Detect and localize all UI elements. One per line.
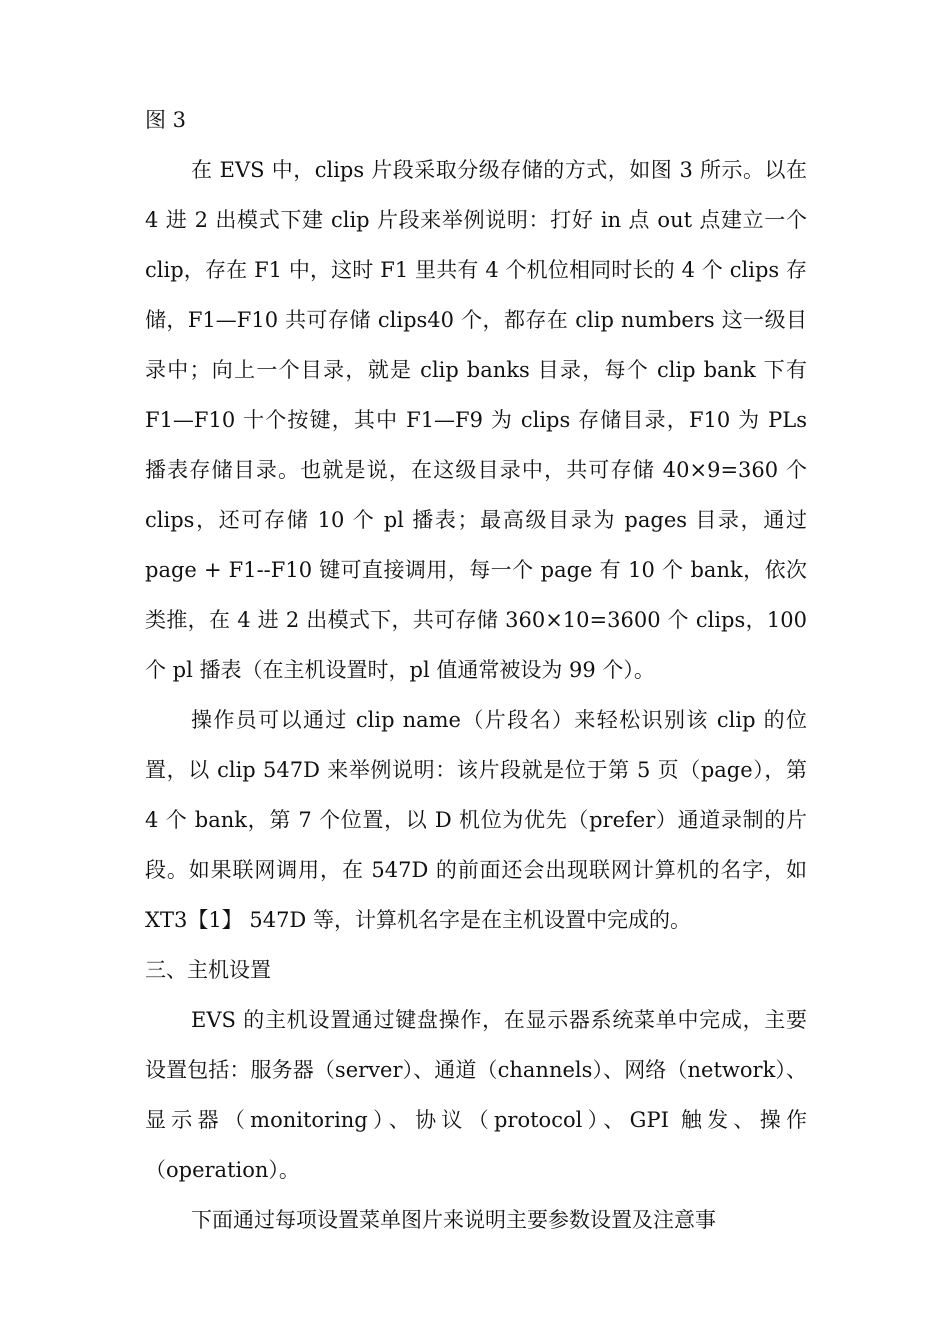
paragraph-clip-storage: 在 EVS 中，clips 片段采取分级存储的方式，如图 3 所示。以在 4 进 2 出模式下建 clip 片段来举例说明：打好 in 点 out 点建立一个 clip，存在 F1 中，这时 F1 里共有 4 个机位相同时长的 4 个 clips 存储，F1—F10 共可存储 clips40 个，都存在 clip numbers 这一级目录中；向上一个目录，就是 clip banks 目录，每个 clip bank 下有 F1—F10 十个按键，其中 F1—F9 为 clips 存储目录，F10 为 PLs 播表存储目录。也就是说，在这级目录中，共可存储 40×9=360 个 clips，还可存储 10 个 pl 播表；最高级目录为 pages 目录，通过 page + F1--F10 键可直接调用，每一个 page 有 10 个 bank，依次类推，在 4 进 2 出模式下，共可存储 360×10=3600 个 clips，100 个 pl 播表（在主机设置时，pl 值通常被设为 99 个）。 xyxy=(145,158,807,682)
section-heading: 三、主机设置 xyxy=(145,958,271,982)
figure-caption: 图 3 xyxy=(145,108,187,132)
paragraph-clip-name: 操作员可以通过 clip name（片段名）来轻松识别该 clip 的位置，以 clip 547D 来举例说明：该片段就是位于第 5 页（page），第 4 个 bank，第 7 个位置，以 D 机位为优先（prefer）通道录制的片段。如果联网调用，在 547D 的前面还会出现联网计算机的名字，如 XT3【1】 547D 等，计算机名字是在主机设置中完成的。 xyxy=(145,708,807,932)
paragraph-settings-intro: 下面通过每项设置菜单图片来说明主要参数设置及注意事 xyxy=(191,1208,716,1232)
document-page xyxy=(145,95,807,1245)
paragraph-host-settings: EVS 的主机设置通过键盘操作，在显示器系统菜单中完成，主要设置包括：服务器（server）、通道（channels）、网络（network）、显示器（monitoring）、协议（protocol）、GPI 触发、操作（operation）。 xyxy=(145,1008,807,1182)
